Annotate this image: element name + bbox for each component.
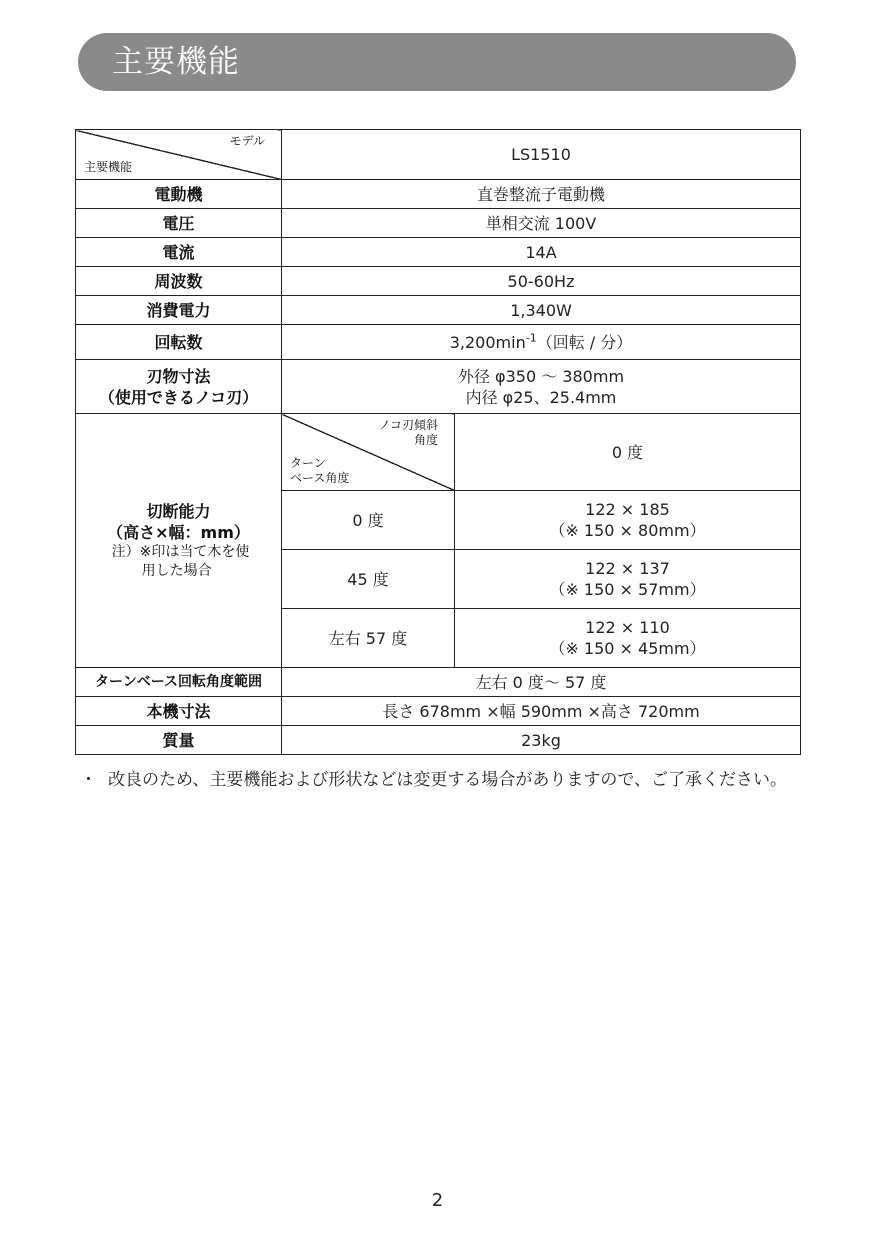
footnote-text: 改良のため、主要機能および形状などは変更する場合がありますので、ご了承ください。 (108, 770, 787, 790)
rpm-value (282, 325, 801, 360)
corner-label-line: ノコ刃傾斜 (378, 418, 438, 432)
blade-label (76, 360, 282, 414)
cutting-value-line: （※ 150 × 45mm） (549, 639, 706, 658)
page-number: 2 (431, 1190, 444, 1211)
corner-label-line: ターン (290, 456, 326, 470)
corner-label-blade-angle (379, 418, 438, 448)
row-label: 本機寸法 (76, 697, 282, 726)
table-row (76, 238, 801, 267)
blade-label-line: （使用できるノコ刃） (98, 387, 259, 407)
cutting-label (76, 414, 282, 668)
table-row (76, 697, 801, 726)
row-value: 1,340W (282, 296, 801, 325)
cutting-value (455, 491, 801, 550)
cutting-angle: 0 度 (282, 491, 455, 550)
row-label: 電流 (76, 238, 282, 267)
cutting-note (108, 543, 250, 581)
blade-inner-diameter: 内径 φ25、25.4mm (465, 387, 617, 407)
row-label: 周波数 (76, 267, 282, 296)
row-label: ターンベース回転角度範囲 (76, 668, 282, 697)
row-value: 長さ 678mm ×幅 590mm ×高さ 720mm (282, 697, 801, 726)
cutting-value-line: （※ 150 × 80mm） (549, 521, 706, 540)
row-label: 電圧 (76, 209, 282, 238)
blade-value (282, 360, 801, 414)
cutting-label-line: 切断能力 (146, 501, 211, 521)
cutting-value-line: （※ 150 × 57mm） (549, 580, 706, 599)
corner-label-model: モデル (229, 134, 265, 148)
row-value: 直巻整流子電動機 (282, 180, 801, 209)
cutting-value-line: 122 × 137 (585, 559, 670, 578)
cutting-note-line: 注）※印は当て木を使 (111, 543, 250, 560)
row-value: 23kg (282, 726, 801, 755)
table-row (76, 180, 801, 209)
table-row (76, 130, 801, 180)
cutting-value (455, 550, 801, 609)
blade-outer-diameter: 外径 φ350 〜 380mm (457, 366, 625, 386)
blade-label-line: 刃物寸法 (146, 366, 211, 386)
section-header (78, 33, 796, 91)
footnote-bullet: ・ (80, 770, 97, 790)
table-row (76, 726, 801, 755)
cutting-header-value: 0 度 (455, 414, 801, 491)
table-row (76, 360, 801, 414)
section-title: 主要機能 (112, 44, 240, 80)
corner-label-line: ベース角度 (290, 471, 350, 485)
table-row (76, 325, 801, 360)
table-row (76, 668, 801, 697)
row-value: 単相交流 100V (282, 209, 801, 238)
row-value: 14A (282, 238, 801, 267)
corner-label-function: 主要機能 (84, 160, 133, 174)
rpm-unit: （回転 / 分） (536, 332, 633, 352)
spec-table (75, 129, 801, 755)
cutting-angle: 45 度 (282, 550, 455, 609)
table-row (76, 209, 801, 238)
row-label: 質量 (76, 726, 282, 755)
cutting-angle: 左右 57 度 (282, 609, 455, 668)
footnote (80, 768, 800, 793)
row-value: 50-60Hz (282, 267, 801, 296)
table-row (76, 414, 801, 491)
cutting-corner-cell (282, 414, 455, 491)
table-row (76, 267, 801, 296)
cutting-value-line: 122 × 110 (585, 618, 670, 637)
row-label: 電動機 (76, 180, 282, 209)
rpm-label: 回転数 (76, 325, 282, 360)
corner-label-line: 角度 (413, 433, 438, 447)
cutting-note-line: 用した場合 (141, 562, 212, 579)
cutting-value (455, 609, 801, 668)
header-corner-cell (76, 130, 282, 180)
table-row (76, 296, 801, 325)
corner-label-base-angle (290, 456, 349, 486)
rpm-number: 3,200min (449, 332, 526, 352)
model-name: LS1510 (282, 130, 801, 180)
rpm-exponent: -1 (525, 331, 537, 345)
row-label: 消費電力 (76, 296, 282, 325)
cutting-value-line: 122 × 185 (585, 500, 670, 519)
cutting-label-line: （高さ×幅：mm） (107, 522, 250, 542)
row-value: 左右 0 度〜 57 度 (282, 668, 801, 697)
